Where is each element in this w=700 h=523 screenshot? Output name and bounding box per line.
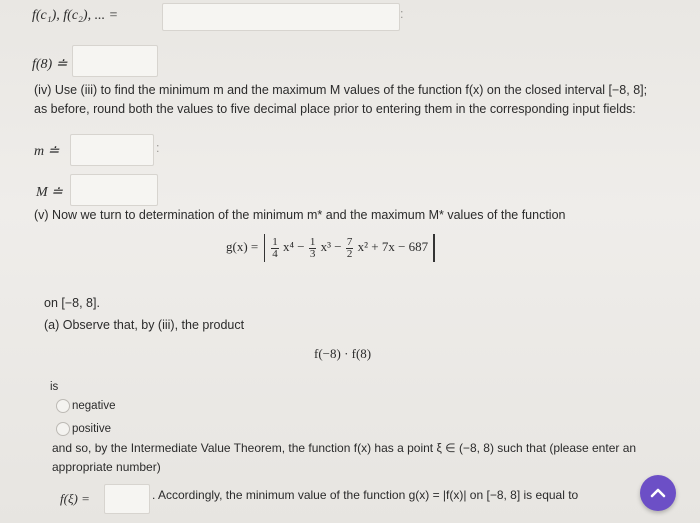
radio-positive[interactable] [56, 422, 70, 436]
row1-trailing: : [400, 7, 404, 21]
term-2: x³ − [320, 238, 342, 254]
M-label: M ≐ [36, 185, 63, 200]
scroll-top-button[interactable] [640, 475, 676, 511]
accordingly-text: . Accordingly, the minimum value of the function g(x) = |f(x)| on [−8, 8] is equal to [152, 488, 579, 502]
m-trailing: : [156, 141, 160, 155]
abs-bar-left [264, 234, 266, 262]
option-negative-label: negative [72, 400, 116, 412]
product-expr: f(−8) · f(8) [314, 346, 372, 361]
row1-label: f(c₁), f(c₂), ... = [32, 8, 119, 23]
abs-bar-right [433, 234, 435, 262]
fraction-3: $\frac{7}{2}$ [346, 235, 353, 260]
row2-label: f(8) ≐ [32, 57, 68, 72]
row1-input[interactable] [162, 3, 400, 31]
g-formula [226, 234, 437, 262]
fxi-label: f(ξ) = [60, 491, 90, 506]
is-text: is [50, 381, 59, 393]
part-a-line: (a) Observe that, by (iii), the product [44, 318, 245, 332]
fxi-input[interactable] [104, 484, 150, 514]
option-positive-label: positive [72, 423, 111, 435]
term-1: x⁴ − [283, 238, 305, 254]
part-iv-line2: as before, round both the values to five decimal place prior to entering them in the corresponding input fields: [34, 102, 636, 116]
part-iv-line1: (iv) Use (iii) to find the minimum m and the maximum M values of the function f(x) on the closed interval [−8, 8]; [34, 83, 648, 97]
ivt-line2: appropriate number) [52, 460, 161, 474]
f8-input[interactable] [72, 45, 158, 77]
m-label: m ≐ [34, 144, 60, 159]
radio-negative[interactable] [56, 399, 70, 413]
M-input[interactable] [70, 174, 158, 206]
ivt-line1: and so, by the Intermediate Value Theorem, the function f(x) has a point ξ ∈ (−8, 8) such that (please enter an [52, 441, 637, 455]
fraction-1: $\frac{1}{4}$ [272, 235, 278, 260]
g-lhs: g(x) = [226, 238, 259, 254]
chevron-up-icon [650, 486, 666, 500]
part-v-intro: (v) Now we turn to determination of the minimum m* and the maximum M* values of the function [34, 208, 566, 222]
fraction-2: $\frac{1}{3}$ [309, 235, 316, 260]
m-input[interactable] [70, 134, 154, 166]
term-3: x² + 7x − 687 [357, 238, 429, 254]
interval-text: on [−8, 8]. [44, 296, 100, 310]
